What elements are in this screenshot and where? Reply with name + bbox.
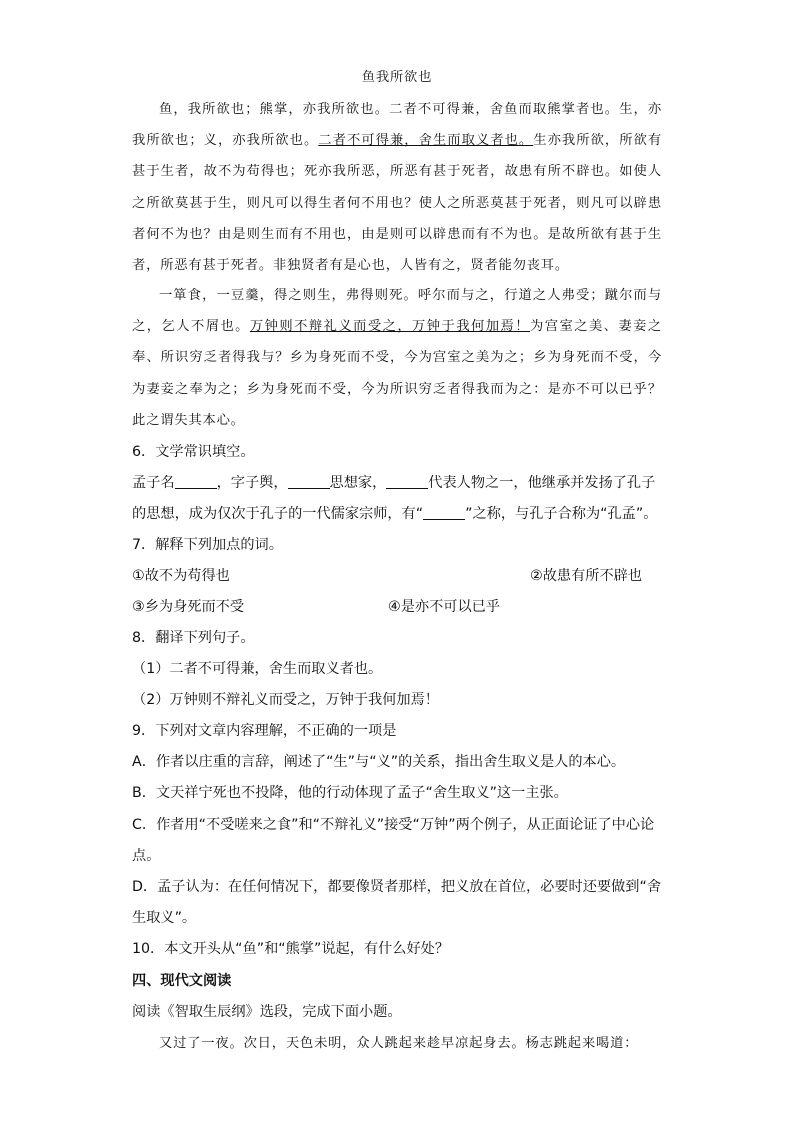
q6-text: ，字子舆， (216, 475, 288, 491)
passage-title: 鱼我所欲也 (361, 70, 433, 85)
question-7-row-2 (132, 592, 672, 623)
q9-option-a: A．作者以庄重的言辞，阐述了“生”与“义”的关系，指出舍生取义是人的本心。 (132, 754, 626, 770)
passage-paragraph-2 (132, 280, 662, 436)
passage-2-text-a: 一箪食，一豆羹，得之则生，弗得则死。呼尔而与之，行道之人弗受；蹴尔而与之，乞人不屑也。 (132, 288, 662, 335)
q7-item-4: ④是亦不可以已乎 (388, 599, 501, 615)
question-9-heading: 9．下列对文章内容理解，不正确的一项是 (132, 723, 397, 739)
q8-item-2: （2）万钟则不辩礼义而受之，万钟于我何加焉！ (132, 692, 439, 708)
q6-text: ”之称，与孔子合称为“孔孟”。 (465, 506, 658, 522)
passage-1-text-a: 鱼，我所欲也；熊掌，亦我所欲也。二者不可得兼，舍鱼而取熊掌者也。生，亦我所欲也；义，亦我所欲也。 (132, 102, 662, 149)
passage-1-text-b: 生亦我所欲，所欲有甚于生者，故不为苟得也；死亦我所恶，所恶有甚于死者，故患有所不辟也。如使人之所欲莫甚于生，则凡可以得生者何不用也？使人之所恶莫甚于死者，则凡可以辟患者何不为也？由是则生而有不用也，由是则可以辟患而有不为也。是故所欲有甚于生者，所恶有甚于死者。非独贤者有是心也，人皆有之，贤者能勿丧耳。 (132, 133, 663, 274)
q9-option-d-line-2: 生取义”。 (132, 910, 197, 926)
q6-text: 的思想，成为仅次于孔子的一代儒家宗师，有“ (132, 506, 424, 522)
question-10-heading: 10．本文开头从“鱼”和“熊掌”说起，有什么好处？ (132, 941, 450, 957)
question-8-heading: 8．翻译下列句子。 (132, 630, 255, 646)
answer-blank[interactable] (175, 472, 217, 489)
q7-item-3: ③乡为身死而不受 (132, 599, 245, 615)
passage-paragraph-3: 又过了一夜。次日，天色未明，众人跳起来趁早凉起身去。杨志跳起来喝道： (159, 1036, 639, 1051)
answer-blank[interactable] (386, 472, 428, 489)
question-6-heading: 6．文学常识填空。 (132, 444, 255, 460)
section-4-heading: 四、现代文阅读 (132, 973, 232, 989)
q6-text: 思想家， (329, 475, 387, 491)
q8-item-1: （1）二者不可得兼，舍生而取义者也。 (132, 661, 383, 677)
passage-2-underlined: 万钟则不辩礼义而受之，万钟于我何加焉！ (249, 319, 530, 335)
question-7-row-1 (132, 561, 672, 592)
section-4-intro: 阅读《智取生辰纲》选段，完成下面小题。 (132, 1004, 402, 1020)
answer-blank[interactable] (423, 503, 465, 520)
passage-2-text-b: 为宫室之美、妻妾之奉、所识穷乏者得我与？乡为身死而不受，今为宫室之美为之；乡为身死而不受，今为妻妾之奉为之；乡为身死而不受，今为所识穷乏者得我而为之：是亦不可以已乎？此之谓失其本心。 (132, 319, 662, 428)
q6-text: 代表人物之一，他继承并发扬了孔子 (428, 475, 656, 491)
q9-option-c-line-1: C．作者用“不受嗟来之食”和“不辩礼义”接受“万钟”两个例子，从正面论证了中心论 (132, 817, 655, 833)
question-6-line-1 (132, 468, 672, 499)
q6-text: 孟子名 (132, 475, 175, 491)
question-7-heading: 7．解释下列加点的词。 (132, 537, 283, 553)
question-6-line-2 (132, 499, 672, 530)
q9-option-d-line-1: D．孟子认为：在任何情况下，都要像贤者那样，把义放在首位，必要时还要做到“舍 (132, 879, 662, 895)
q9-option-b: B．文天祥宁死也不投降，他的行动体现了孟子“舍生取义”这一主张。 (132, 785, 568, 801)
passage-1-underlined: 二者不可得兼，舍生而取义者也。 (318, 133, 534, 149)
answer-blank[interactable] (288, 472, 330, 489)
passage-paragraph-1 (132, 94, 662, 281)
q7-item-2: ②故患有所不辟也 (530, 568, 643, 584)
q7-item-1: ①故不为苟得也 (132, 568, 230, 584)
q9-option-c-line-2: 点。 (132, 848, 161, 864)
